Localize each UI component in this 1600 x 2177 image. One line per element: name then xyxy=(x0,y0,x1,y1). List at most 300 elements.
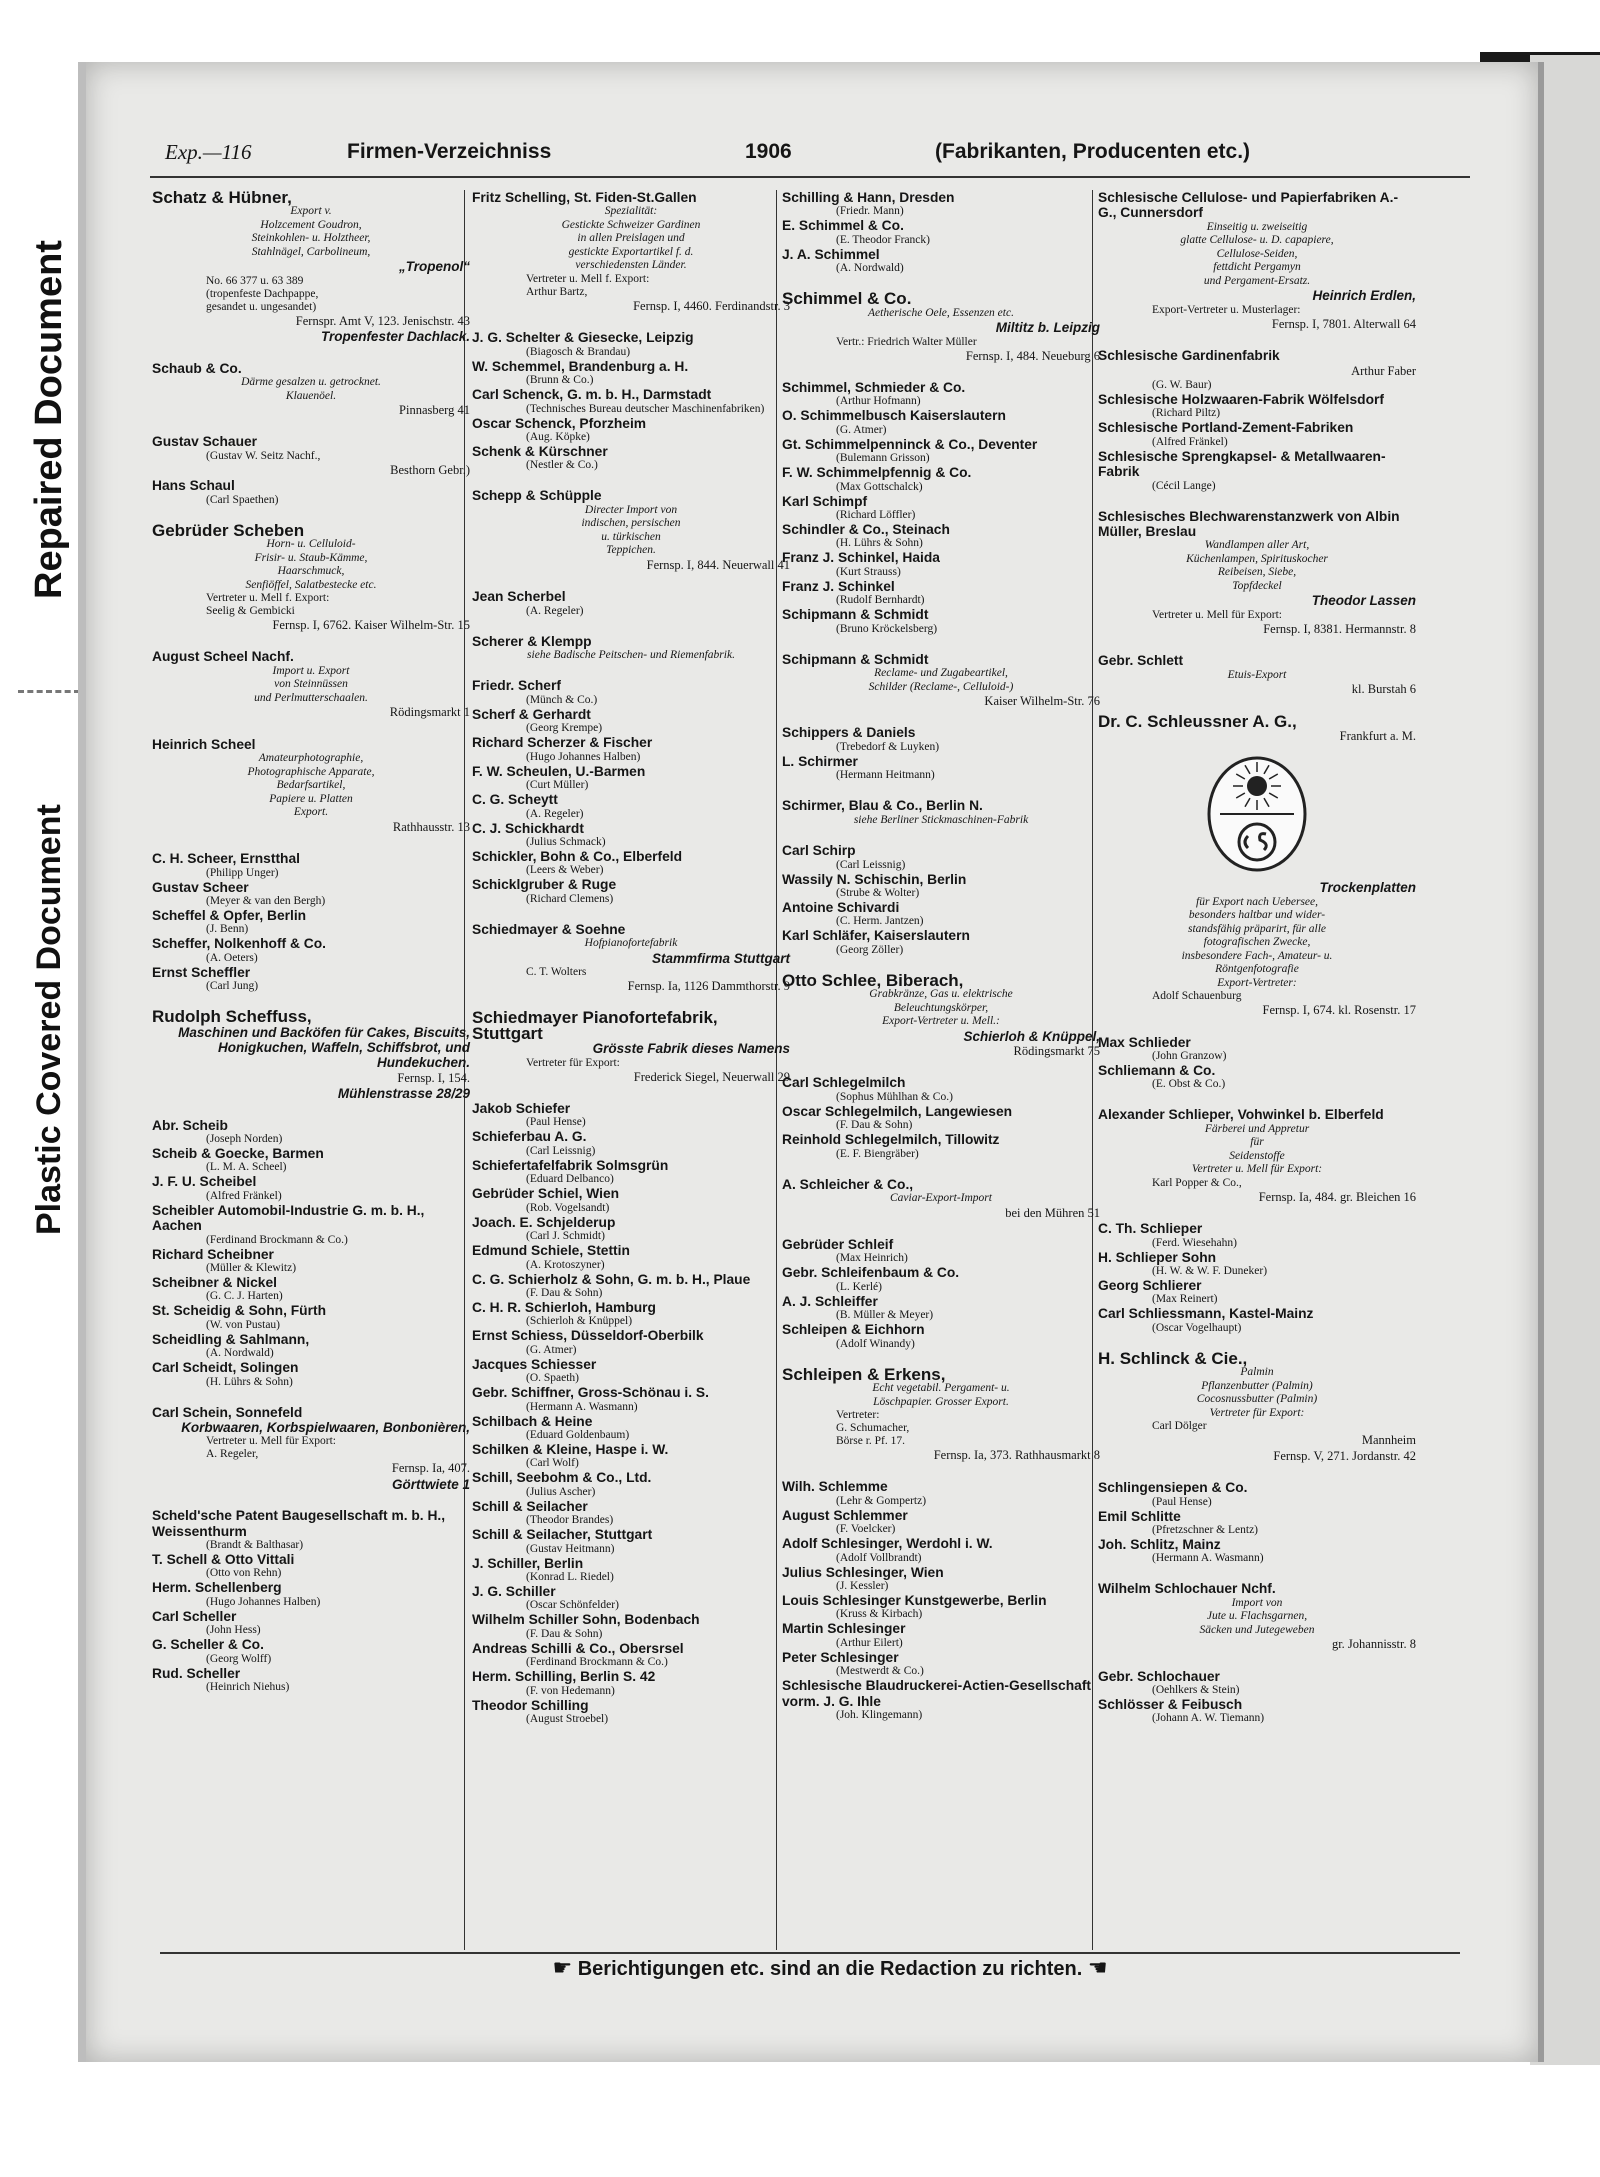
firm-name: Carl Schlegelmilch xyxy=(782,1075,906,1091)
directory-entry xyxy=(782,1565,1100,1593)
firm-name: Schiedmayer Pianofortefabrik, Stuttgart xyxy=(472,1008,718,1043)
firm-name: J. G. Schiller xyxy=(472,1583,556,1599)
firm-name: Ernst Schiess, Düsseldorf-Oberbilk xyxy=(472,1328,704,1344)
product-highlight: Görttwiete 1 xyxy=(391,1476,470,1492)
firm-name: Schicklgruber & Ruge xyxy=(472,877,617,893)
firm-representative: (Strube & Wolter) xyxy=(836,886,920,899)
directory-entry xyxy=(1098,1537,1416,1565)
directory-entry xyxy=(782,1650,1100,1678)
firm-name: Joh. Schlitz, Mainz xyxy=(1098,1536,1221,1552)
firm-representative: (Gustav Heitmann) xyxy=(526,1542,615,1555)
firm-description: Hofpianofortefabrik xyxy=(584,937,678,950)
firm-name: Carl Schirp xyxy=(782,843,856,859)
firm-name: T. Schell & Otto Vittali xyxy=(152,1552,295,1568)
directory-entry xyxy=(152,1146,470,1174)
directory-entry xyxy=(782,900,1100,928)
directory-entry xyxy=(152,1332,470,1360)
firm-name: Dr. C. Schleussner A. G., xyxy=(1098,711,1297,731)
firm-name: H. Schlieper Sohn xyxy=(1098,1249,1217,1265)
firm-representative: (Sophus Mühlhan & Co.) xyxy=(836,1090,953,1103)
firm-name: F. W. Schimmelpfennig & Co. xyxy=(782,465,972,481)
directory-entry xyxy=(152,908,470,936)
firm-representative: (Arthur Eilert) xyxy=(836,1636,903,1649)
firm-representative: (Max Heinrich) xyxy=(836,1252,908,1265)
directory-entry xyxy=(782,872,1100,900)
firm-description: Etuis-Export xyxy=(1227,668,1287,681)
directory-entry xyxy=(152,851,470,879)
firm-representative: (Paul Hense) xyxy=(1152,1495,1212,1508)
firm-representative: (Carl Jung) xyxy=(206,980,259,993)
directory-entry xyxy=(1098,420,1416,448)
firm-representative: (Münch & Co.) xyxy=(526,693,598,706)
directory-entry xyxy=(472,1499,790,1527)
firm-representative: (Brunn & Co.) xyxy=(526,374,594,387)
directory-entry xyxy=(472,764,790,792)
firm-representative: (Kruss & Kirbach) xyxy=(836,1608,923,1621)
firm-description: verschiedensten Länder. xyxy=(575,259,687,272)
firm-address: Fernsp. I, 6762. Kaiser Wilhelm-Str. 15 xyxy=(272,618,470,633)
directory-column-2 xyxy=(472,190,790,1726)
firm-description: Küchenlampen, Spirituskocher xyxy=(1186,552,1328,565)
firm-name: Scherf & Gerhardt xyxy=(472,706,591,722)
directory-entry xyxy=(782,247,1100,275)
firm-description: Export-Vertreter: xyxy=(1217,976,1297,989)
firm-name: Gebrüder Schleif xyxy=(782,1237,894,1252)
firm-name: Karl Schimpf xyxy=(782,493,868,509)
firm-name: Gebr. Schleifenbaum & Co. xyxy=(782,1265,960,1281)
firm-address: Fernsp. I, 8381. Hermannstr. 8 xyxy=(1263,621,1416,636)
directory-entry xyxy=(472,1010,790,1085)
directory-entry xyxy=(152,880,470,908)
firm-representative: (August Stroebel) xyxy=(526,1713,609,1725)
firm-representative: C. T. Wolters xyxy=(526,966,587,979)
firm-representative: (J. Benn) xyxy=(206,923,249,936)
directory-entry xyxy=(782,843,1100,871)
firm-representative: (Richard Löffler) xyxy=(836,508,916,521)
firm-name: Gebr. Schiffner, Gross-Schönau i. S. xyxy=(472,1385,709,1401)
firm-address: Fernsp. V, 271. Jordanstr. 42 xyxy=(1273,1448,1416,1463)
firm-representative: (A. Regeler) xyxy=(526,604,584,617)
firm-description: u. türkischen xyxy=(601,530,661,543)
directory-entry xyxy=(472,922,790,995)
firm-representative: (Friedr. Mann) xyxy=(836,205,904,218)
directory-entry xyxy=(472,1414,790,1442)
firm-representative: (Georg Wolff) xyxy=(206,1652,272,1665)
directory-entry xyxy=(1098,1669,1416,1697)
firm-representative: (Julius Ascher) xyxy=(526,1485,596,1498)
firm-name: Schlösser & Feibusch xyxy=(1098,1697,1243,1713)
firm-representative: (tropenfeste Dachpappe, xyxy=(206,287,319,300)
firm-representative: (Pfretzschner & Lentz) xyxy=(1152,1523,1259,1536)
firm-representative: (Rudolf Bernhardt) xyxy=(836,594,925,607)
firm-description: Horn- u. Celluloid- xyxy=(266,538,356,551)
firm-name: Jakob Schiefer xyxy=(472,1101,571,1117)
page-title: Firmen-Verzeichniss xyxy=(347,140,552,163)
directory-entry xyxy=(1098,1348,1416,1464)
firm-name: Theodor Schilling xyxy=(472,1697,589,1713)
firm-representative: (Trebedorf & Luyken) xyxy=(836,740,940,753)
firm-name: F. W. Scheulen, U.-Barmen xyxy=(472,763,646,779)
directory-entry xyxy=(472,359,790,387)
firm-name: Schlingensiepen & Co. xyxy=(1098,1480,1248,1496)
firm-name: Scheib & Goecke, Barmen xyxy=(152,1145,324,1161)
firm-name: Joach. E. Schjelderup xyxy=(472,1214,616,1230)
firm-name: Wassily N. Schischin, Berlin xyxy=(782,871,967,887)
firm-representative: Arthur Bartz, xyxy=(526,285,588,298)
firm-name: C. Th. Schlieper xyxy=(1098,1221,1203,1237)
firm-name: Jean Scherbel xyxy=(472,589,566,605)
product-highlight: Maschinen und Backöfen für Cakes, Biscuits, Honigkuchen, Waffeln, Schiffsbrot, und Hundekuchen. xyxy=(178,1024,470,1071)
firm-address: Rödingsmarkt 1 xyxy=(389,705,470,720)
firm-name: Carl Schenck, G. m. b. H., Darmstadt xyxy=(472,387,712,403)
directory-entry xyxy=(1098,1278,1416,1306)
directory-entry xyxy=(472,416,790,444)
firm-name: C. G. Scheytt xyxy=(472,792,558,808)
directory-entry xyxy=(782,970,1100,1060)
firm-representative: (O. Spaeth) xyxy=(526,1372,580,1385)
firm-name: Schaub & Co. xyxy=(152,360,242,376)
firm-name: Andreas Schilli & Co., Obersrsel xyxy=(472,1640,684,1656)
directory-entry xyxy=(472,1556,790,1584)
firm-address: Pinnasberg 41 xyxy=(399,403,470,418)
directory-entry xyxy=(152,1666,470,1694)
firm-representative: (Ferdinand Brockmann & Co.) xyxy=(526,1656,668,1669)
firm-representative: (Hugo Johannes Halben) xyxy=(526,750,641,763)
directory-entry xyxy=(152,1580,470,1608)
firm-description: Jute u. Flachsgarnen, xyxy=(1206,1610,1308,1623)
firm-description: Palmin xyxy=(1240,1366,1274,1379)
directory-entry xyxy=(782,408,1100,436)
directory-entry xyxy=(472,1641,790,1669)
directory-entry xyxy=(782,522,1100,550)
firm-name: J. Schiller, Berlin xyxy=(472,1555,584,1571)
directory-entry xyxy=(472,1101,790,1129)
firm-representative: (Theodor Brandes) xyxy=(526,1514,614,1527)
plastic-covered-label: Plastic Covered Document xyxy=(18,760,80,1280)
directory-entry xyxy=(152,1360,470,1388)
firm-representative: (Ferd. Wiesehahn) xyxy=(1152,1236,1237,1249)
directory-entry xyxy=(472,678,790,706)
firm-name: Alexander Schlieper, Vohwinkel b. Elberfeld xyxy=(1098,1107,1384,1123)
firm-representative: (W. von Pustau) xyxy=(206,1318,281,1331)
firm-name: C. H. R. Schierloh, Hamburg xyxy=(472,1299,656,1315)
directory-entry xyxy=(152,1552,470,1580)
firm-description: Senfiöffel, Salatbestecke etc. xyxy=(245,578,377,591)
firm-name: Gustav Schauer xyxy=(152,434,258,450)
firm-representative: (Carl Leissnig) xyxy=(526,1144,596,1157)
firm-representative: (Technisches Bureau deutscher Maschinenfabriken) xyxy=(526,402,765,415)
firm-representative: (Kurt Strauss) xyxy=(836,565,901,578)
firm-name: Hans Schaul xyxy=(152,478,235,494)
directory-entry xyxy=(472,488,790,573)
firm-description: Grabkränze, Gas u. elektrische xyxy=(869,988,1013,1001)
directory-entry xyxy=(782,291,1100,364)
firm-representative: (A. Oeters) xyxy=(206,951,258,964)
firm-name: Carl Schein, Sonnefeld xyxy=(152,1404,303,1420)
firm-description: siehe Badische Peitschen- und Riemenfabrik. xyxy=(527,648,735,661)
directory-entry xyxy=(472,1328,790,1356)
firm-name: Schipmann & Schmidt xyxy=(782,607,929,623)
firm-name: Scheffel & Opfer, Berlin xyxy=(152,907,307,923)
firm-description: fettdicht Pergamyn xyxy=(1213,261,1301,274)
firm-name: August Schlemmer xyxy=(782,1507,908,1523)
firm-name: Gebrüder Schiel, Wien xyxy=(472,1186,620,1202)
firm-description: Stahlnägel, Carbolineum, xyxy=(251,245,371,258)
firm-representative: (Schierloh & Knüppel) xyxy=(526,1315,633,1328)
firm-name: Herm. Schilling, Berlin S. 42 xyxy=(472,1669,656,1685)
directory-entry xyxy=(782,579,1100,607)
firm-address: Fernsp. I, 7801. Alterwall 64 xyxy=(1271,316,1416,331)
firm-representative: (Nestler & Co.) xyxy=(526,459,598,472)
firm-description: Röntgenfotografie xyxy=(1215,963,1299,976)
firm-representative: (Julius Schmack) xyxy=(526,835,606,848)
directory-entry xyxy=(472,707,790,735)
firm-description: Seidenstoffe xyxy=(1229,1149,1285,1162)
firm-name: Abr. Scheib xyxy=(152,1117,228,1133)
firm-address: Fernsp. I, 674. kl. Rosenstr. 17 xyxy=(1262,1003,1416,1018)
firm-address: Fernsp. I, 154. xyxy=(397,1070,470,1085)
firm-description: Schilder (Reclame-, Celluloid-) xyxy=(868,680,1014,693)
firm-name: Schickler, Bohn & Co., Elberfeld xyxy=(472,848,683,864)
firm-name: Edmund Schiele, Stettin xyxy=(472,1243,630,1259)
firm-name: Julius Schlesinger, Wien xyxy=(782,1564,944,1580)
firm-name: Gebr. Schlett xyxy=(1098,653,1184,669)
directory-entry xyxy=(152,1247,470,1275)
firm-name: Schirmer, Blau & Co., Berlin N. xyxy=(782,798,983,814)
firm-representative: Vertreter: xyxy=(836,1409,880,1422)
product-highlight: Miltitz b. Leipzig xyxy=(995,320,1100,336)
firm-description: für xyxy=(1250,1136,1264,1149)
product-highlight: Stammfirma Stuttgart xyxy=(651,950,790,966)
firm-representative: (Hermann A. Wasmann) xyxy=(526,1400,638,1413)
firm-description: fotografischen Zwecke, xyxy=(1203,936,1311,949)
directory-entry xyxy=(782,380,1100,408)
firm-name: Schlesische Blaudruckerei-Actien-Gesellschaft vorm. J. G. Ihle xyxy=(782,1678,1092,1709)
directory-entry xyxy=(782,1364,1100,1464)
firm-name: Scheibler Automobil-Industrie G. m. b. H., Aachen xyxy=(152,1202,425,1234)
firm-name: Scheidling & Sahlmann, xyxy=(152,1331,310,1347)
firm-name: Schill & Seilacher xyxy=(472,1498,588,1514)
directory-entry xyxy=(782,437,1100,465)
directory-entry xyxy=(782,1104,1100,1132)
firm-address: Fernsp. Ia, 1126 Dammthorstr. 9 xyxy=(627,979,790,994)
directory-entry xyxy=(1098,379,1416,392)
firm-description: Vertreter für Export: xyxy=(1209,1406,1305,1419)
firm-representative: (Rob. Vogelsandt) xyxy=(526,1201,610,1214)
firm-description: Wandlampen aller Art, xyxy=(1204,539,1310,552)
firm-description: Beleuchtungskörper, xyxy=(893,1001,989,1014)
firm-name: Schlesische Holzwaaren-Fabrik Wölfelsdorf xyxy=(1098,391,1384,407)
directory-column-1 xyxy=(152,190,470,1694)
firm-representative: (C. Herm. Jantzen) xyxy=(836,915,924,928)
firm-address: Frederick Siegel, Neuerwall 29 xyxy=(633,1069,790,1084)
firm-description: Pflanzenbutter (Palmin) xyxy=(1201,1379,1313,1392)
firm-representative: (Heinrich Niehus) xyxy=(206,1681,290,1694)
firm-name: J. G. Schelter & Giesecke, Leipzig xyxy=(472,330,694,346)
directory-entry xyxy=(472,1669,790,1697)
firm-name: Schimmel, Schmieder & Co. xyxy=(782,379,966,395)
firm-representative: (Meyer & van den Bergh) xyxy=(206,894,326,907)
firm-name: Schilbach & Heine xyxy=(472,1413,593,1429)
firm-representative: (G. Atmer) xyxy=(526,1343,577,1356)
firm-representative: (Biagosch & Brandau) xyxy=(526,345,631,358)
firm-address: Fernsp. Ia, 407. xyxy=(391,1461,470,1476)
firm-representative: Vertreter für Export: xyxy=(526,1056,620,1069)
directory-entry xyxy=(152,361,470,419)
firm-description: Vertreter u. Mell für Export: xyxy=(1191,1163,1323,1176)
footer-note xyxy=(430,1955,1230,1981)
firm-representative: (Adolf Vollbrandt) xyxy=(836,1551,922,1564)
firm-representative: (E. F. Biengräber) xyxy=(836,1147,919,1160)
pointing-hand-icon: ☚ xyxy=(1087,1955,1108,1980)
firm-name: Gebr. Schlochauer xyxy=(1098,1668,1220,1684)
firm-description: Därme gesalzen u. getrocknet. xyxy=(241,376,381,389)
firm-name: Schepp & Schüpple xyxy=(472,488,602,504)
product-highlight: Korbwaaren, Korbspielwaaren, Bonbonièren, xyxy=(181,1420,470,1436)
firm-name: Schiefertafelfabrik Solmsgrün xyxy=(472,1157,669,1173)
firm-representative: (B. Müller & Meyer) xyxy=(836,1309,934,1322)
firm-name: Jacques Schiesser xyxy=(472,1356,597,1372)
directory-entry xyxy=(152,1303,470,1331)
directory-entry xyxy=(472,1698,790,1726)
firm-description: Färberei und Appretur xyxy=(1204,1122,1310,1135)
firm-name: Schliemann & Co. xyxy=(1098,1063,1216,1079)
directory-entry xyxy=(782,1322,1100,1350)
directory-entry xyxy=(782,725,1100,753)
firm-representative: (Aug. Köpke) xyxy=(526,430,590,443)
page-year: 1906 xyxy=(745,140,792,163)
firm-name: Gustav Scheer xyxy=(152,879,249,895)
directory-entry xyxy=(782,1508,1100,1536)
product-highlight: Grösste Fabrik dieses Namens xyxy=(592,1041,790,1057)
firm-name: Martin Schlesinger xyxy=(782,1621,906,1637)
directory-entry xyxy=(152,434,470,478)
firm-name: Richard Scherzer & Fischer xyxy=(472,735,653,751)
firm-description: Reclame- und Zugabeartikel, xyxy=(874,667,1008,679)
page-header xyxy=(165,140,1465,176)
product-highlight: Trockenplatten xyxy=(1319,880,1416,896)
firm-representative: (Georg Krempe) xyxy=(526,722,603,735)
firm-address: Fernsp. I, 4460. Ferdinandstr. 3 xyxy=(633,298,790,313)
firm-name: Peter Schlesinger xyxy=(782,1649,899,1665)
directory-entry xyxy=(152,478,470,506)
firm-representative: (E. Theodor Franck) xyxy=(836,233,930,246)
firm-representative: (F. von Hedemann) xyxy=(526,1684,615,1697)
firm-description: Spezialität: xyxy=(604,205,658,218)
firm-representative: (A. Krotoszyner) xyxy=(526,1258,605,1271)
directory-entry xyxy=(782,1075,1100,1103)
firm-representative: (G. C. J. Harten) xyxy=(206,1290,283,1303)
directory-entry xyxy=(472,792,790,820)
directory-entry xyxy=(472,877,790,905)
directory-entry xyxy=(472,1470,790,1498)
firm-name: Rudolph Scheffuss, xyxy=(152,1007,312,1027)
firm-representative: (Alfred Fränkel) xyxy=(206,1189,282,1202)
directory-entry xyxy=(782,494,1100,522)
firm-name: Schippers & Daniels xyxy=(782,725,916,741)
directory-entry xyxy=(152,1118,470,1146)
directory-entry xyxy=(782,928,1100,956)
firm-representative: (Cécil Lange) xyxy=(1152,479,1216,492)
repaired-document-label: Repaired Document xyxy=(18,150,80,693)
directory-entry xyxy=(472,849,790,877)
firm-representative: No. 66 377 u. 63 389 xyxy=(206,274,304,287)
firm-representative: (F. Dau & Sohn) xyxy=(526,1286,603,1299)
firm-description: Löschpapier. Grosser Export. xyxy=(873,1395,1009,1408)
firm-description: Import von xyxy=(1231,1596,1283,1609)
firm-representative: (Alfred Fränkel) xyxy=(1152,435,1228,448)
firm-representative: (G. W. Baur) xyxy=(1152,378,1212,391)
directory-entry xyxy=(472,1584,790,1612)
directory-entry xyxy=(782,550,1100,578)
directory-entry xyxy=(782,1678,1100,1722)
firm-representative: (Richard Clemens) xyxy=(526,892,614,905)
firm-name: Scherer & Klempp xyxy=(472,633,592,649)
firm-representative: Carl Dölger xyxy=(1152,1420,1207,1433)
firm-representative: (Johann A. W. Tiemann) xyxy=(1152,1712,1265,1725)
directory-entry xyxy=(782,1479,1100,1507)
firm-representative: Vertreter u. Mell für Export: xyxy=(1152,608,1282,621)
product-highlight: Theodor Lassen xyxy=(1311,593,1416,609)
firm-description: Säcken und Jutegeweben xyxy=(1199,1623,1315,1636)
product-highlight: „Tropenol“ xyxy=(398,259,470,275)
firm-name: Rud. Scheller xyxy=(152,1665,241,1681)
firm-representative: (Ferdinand Brockmann & Co.) xyxy=(206,1233,348,1246)
firm-name: Otto Schlee, Biberach, xyxy=(782,970,964,990)
firm-description: Haarschmuck, xyxy=(277,565,345,578)
firm-description: Holzcement Goudron, xyxy=(260,218,362,231)
firm-representative: (E. Obst & Co.) xyxy=(1152,1078,1226,1091)
firm-name: Scheibner & Nickel xyxy=(152,1275,277,1290)
directory-entry xyxy=(1098,1697,1416,1725)
firm-representative: (L. Kerlé) xyxy=(836,1280,882,1293)
directory-entry xyxy=(782,1621,1100,1649)
directory-entry xyxy=(152,1203,470,1247)
firm-name: Gebrüder Scheben xyxy=(152,520,305,540)
firm-representative: (Carl Leissnig) xyxy=(836,858,906,871)
firm-description: für Export nach Uebersee, xyxy=(1196,895,1318,908)
directory-entry xyxy=(1098,1250,1416,1278)
firm-description: Amateurphotographie, xyxy=(258,752,364,765)
firm-name: Gt. Schimmelpenninck & Co., Deventer xyxy=(782,436,1038,452)
firm-description: Papiere u. Platten xyxy=(269,792,353,805)
firm-name: Friedr. Scherf xyxy=(472,678,561,694)
firm-representative: G. Schumacher, xyxy=(836,1422,910,1435)
firm-address: Kaiser Wilhelm-Str. 76 xyxy=(984,694,1100,708)
firm-name: Schiedmayer & Soehne xyxy=(472,921,626,937)
firm-name: Carl Schliessmann, Kastel-Mainz xyxy=(1098,1306,1314,1322)
firm-representative: (Otto von Rehn) xyxy=(206,1567,282,1580)
firm-representative: (Bruno Kröckelsberg) xyxy=(836,622,938,635)
directory-entry xyxy=(472,1612,790,1640)
firm-name: Schieferbau A. G. xyxy=(472,1129,587,1145)
firm-representative: (L. M. A. Scheel) xyxy=(206,1161,287,1174)
firm-description: insbesondere Fach-, Amateur- u. xyxy=(1181,949,1333,962)
camera-sun-oval-logo xyxy=(1202,754,1312,874)
firm-address: Rathhausstr. 13 xyxy=(392,819,470,834)
firm-name: Emil Schlitte xyxy=(1098,1508,1181,1524)
directory-entry xyxy=(782,1132,1100,1160)
firm-representative: (Joseph Norden) xyxy=(206,1132,283,1145)
directory-entry xyxy=(782,607,1100,635)
firm-name: St. Scheidig & Sohn, Fürth xyxy=(152,1303,326,1319)
firm-address: Fernsp. I, 844. Neuerwall 41 xyxy=(646,557,790,572)
firm-address: Arthur Faber xyxy=(1351,363,1416,378)
firm-name: Franz J. Schinkel xyxy=(782,578,895,594)
firm-representative: Vertreter u. Mell f. Export: xyxy=(526,272,650,285)
directory-entry xyxy=(1098,348,1416,379)
firm-address: gr. Johannisstr. 8 xyxy=(1331,1637,1416,1652)
